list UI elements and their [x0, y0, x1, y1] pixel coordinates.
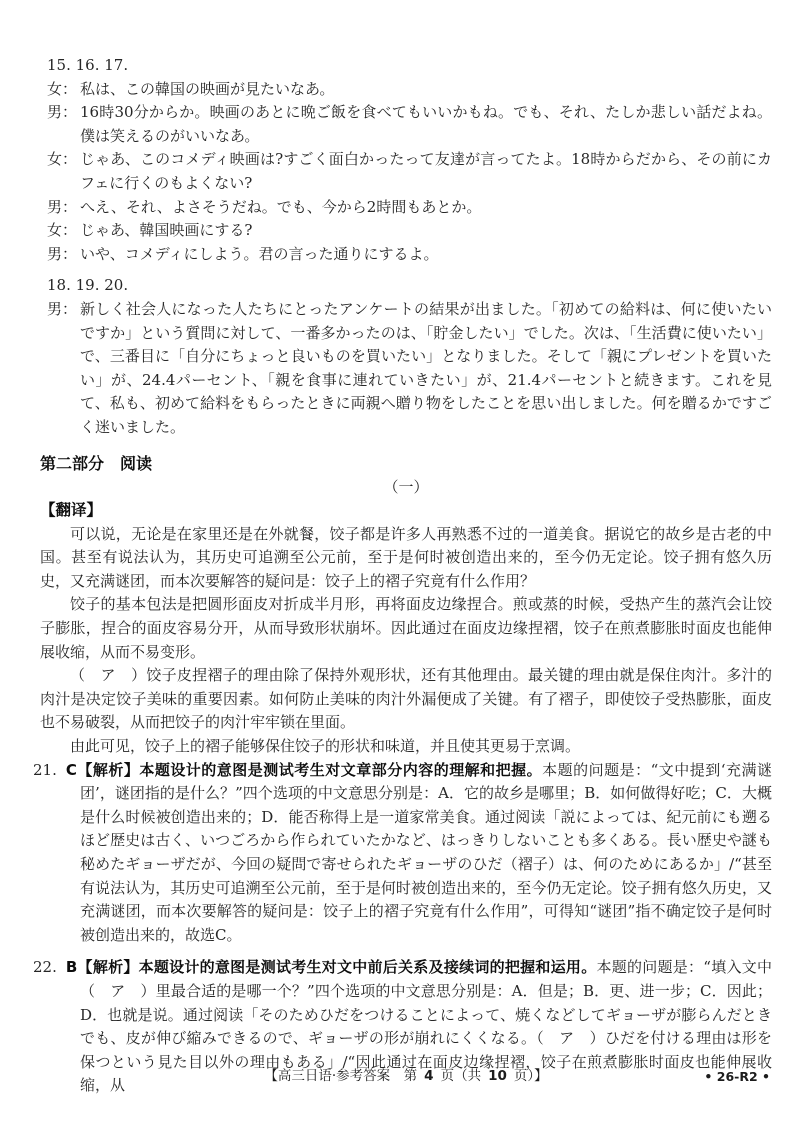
paper-code: • 26-R2 •	[704, 1069, 770, 1084]
page-footer	[40, 1066, 772, 1086]
speaker-label: 女：	[47, 150, 78, 169]
dialogue-line	[47, 148, 772, 195]
passage-number: （一）	[383, 477, 429, 496]
speaker-label: 男：	[47, 197, 78, 216]
translation-paragraph: 饺子的基本包法是把圆形面皮对折成半月形，再将面皮边缘捏合。煎或蒸的时候，受热产生的蒸汽会让饺子膨胀，捏合的面皮容易分开，从而导致形状崩坏。因此通过在面皮边缘捏褶，饺子在煎煮膨胀时面皮也能伸展收缩，从而不易变形。	[40, 595, 772, 661]
question-numbers-heading: 15. 16. 17.	[47, 56, 129, 74]
speaker-label: 男：	[47, 103, 78, 122]
speech-text: じゃあ、韓国映画にする?	[80, 221, 253, 240]
footer-title: 【高三日语·参考答案 第	[264, 1068, 418, 1084]
footer-center-text	[40, 1066, 772, 1086]
dialogue-line	[47, 101, 772, 148]
page-number: 4	[424, 1068, 434, 1084]
footer-suffix: 页）】	[513, 1068, 548, 1084]
speech-text: 16時30分からか。映画のあとに晩ご飯を食べてもいいかもね。でも、それ、たしか悲しい話だよね。僕は笑えるのがいいなあ。	[80, 103, 772, 145]
question-21-explanation	[33, 759, 772, 948]
question-numbers-heading: 18. 19. 20.	[47, 276, 129, 295]
speech-text: 私は、この韓国の映画が見たいなあ。	[80, 79, 335, 98]
footer-mid: 页（共	[440, 1068, 482, 1084]
translation-paragraph: （ ア ）饺子皮捏褶子的理由除了保持外观形状，还有其他理由。最关键的理由就是保住肉汁。多汁的肉汁是决定饺子美味的重要因素。如何防止美味的肉汁外漏便成了关键。有了褶子，即使饺子受热膨胀，面皮也不易破裂，从而把饺子的肉汁牢牢锁在里面。	[40, 666, 772, 732]
question-number: 22.	[33, 958, 57, 977]
speech-text: 新しく社会人になった人たちにとったアンケートの結果が出ました。「初めての給料は、何に使いたいですか」という質問に対して、一番多かったのは、「貯金したい」でした。次は、「生活費に使いたい」で、三番目に「自分にちょっと良いものを買いたい」となりました。そして「親にプレゼントを買いたい」が、24.4パーセント、「親を食事に連れていきたい」が、21.4パーセントと続きます。これを見て、私も、初めて給料をもらったときに両親へ贈り物をしたことを思い出しました。何を贈るかですごく迷いました。	[80, 299, 772, 436]
speaker-label: 女：	[47, 221, 78, 240]
analysis-body: 本题的问题是：“填入文中（ ア ）里最合适的是哪一个？”四个选项的中文意思分别是：A．但是；B．更、进一步；C．因此；D．也就是说。通过阅读「そのためひだをつけることによって、焼くなどしてギョーザが膨らんだときでも、皮が伸び縮みできるので、ギョーザの形が崩れにくくなる。（ ア ）ひだを付ける理由は形を保つという見た目以外の理由もある」/“因此通过在面皮边缘捏褶，饺子在煎煮膨胀时面皮也能伸展收缩，从	[80, 958, 773, 1095]
dialogue-line	[47, 196, 772, 220]
part2-title: 第二部分 阅读	[40, 453, 153, 473]
dialogue-line	[47, 78, 772, 102]
dialogue-line	[47, 243, 772, 267]
speech-text: へえ、それ、よさそうだね。でも、今から2時間もあとか。	[80, 197, 482, 216]
analysis-body: 本题的问题是：“文中提到‘充满谜团’，谜团指的是什么？”四个选项的中文意思分别是：A．它的故乡是哪里；B．如何做得好吃；C．大概是什么时候被创造出来的；D．能否称得上是一道家常美食。通过阅读「説によっては、紀元前にも遡るほど歴史は古く、いつごろから作られていたかなど、はっきりしないことも多くある。長い歴史や謎も秘めたギョーザだが、今回の疑問で寄せられたギョーザのひだ（褶子）は、何のためにあるか」/“甚至有说法认为，其历史可追溯至公元前，至于是何时被创造出来的，至今仍无定论。饺子拥有悠久历史，又充满谜团，而本次要解答的疑问是：饺子上的褶子究竟有什么作用”，可得知“谜团”指不确定饺子是何时被创造出来的，故选C。	[80, 760, 772, 944]
speaker-label: 女：	[47, 79, 78, 98]
translation-paragraph: 由此可见，饺子上的褶子能够保住饺子的形状和味道，并且使其更易于烹调。	[70, 737, 581, 756]
translation-label: 【翻译】	[40, 501, 103, 520]
question-number: 21.	[33, 760, 57, 779]
speaker-label: 男：	[47, 244, 78, 263]
dialogue-line	[47, 298, 772, 440]
speech-text: いや、コメディにしよう。君の言った通りにするよ。	[80, 244, 439, 263]
answer-and-analysis-lead: B【解析】本题设计的意图是测试考生对文中前后关系及接续词的把握和运用。	[65, 958, 597, 977]
answer-and-analysis-lead: C【解析】本题设计的意图是测试考生对文章部分内容的理解和把握。	[65, 760, 543, 779]
listening-section-15-17	[40, 54, 772, 266]
speech-text: じゃあ、このコメディ映画は?すごく面白かったって友達が言ってたよ。18時からだから、その前にカフェに行くのもよくない?	[80, 150, 772, 192]
dialogue-line	[47, 219, 772, 243]
translation-paragraph: 可以说，无论是在家里还是在外就餐，饺子都是许多人再熟悉不过的一道美食。据说它的故乡是古老的中国。甚至有说法认为，其历史可追溯至公元前，至于是何时被创造出来的，至今仍无定论。饺子拥有悠久历史，又充满谜团，而本次要解答的疑问是：饺子上的褶子究竟有什么作用？	[40, 524, 772, 590]
speaker-label: 男：	[47, 299, 78, 318]
listening-section-18-20	[40, 274, 772, 439]
total-pages: 10	[488, 1068, 507, 1084]
